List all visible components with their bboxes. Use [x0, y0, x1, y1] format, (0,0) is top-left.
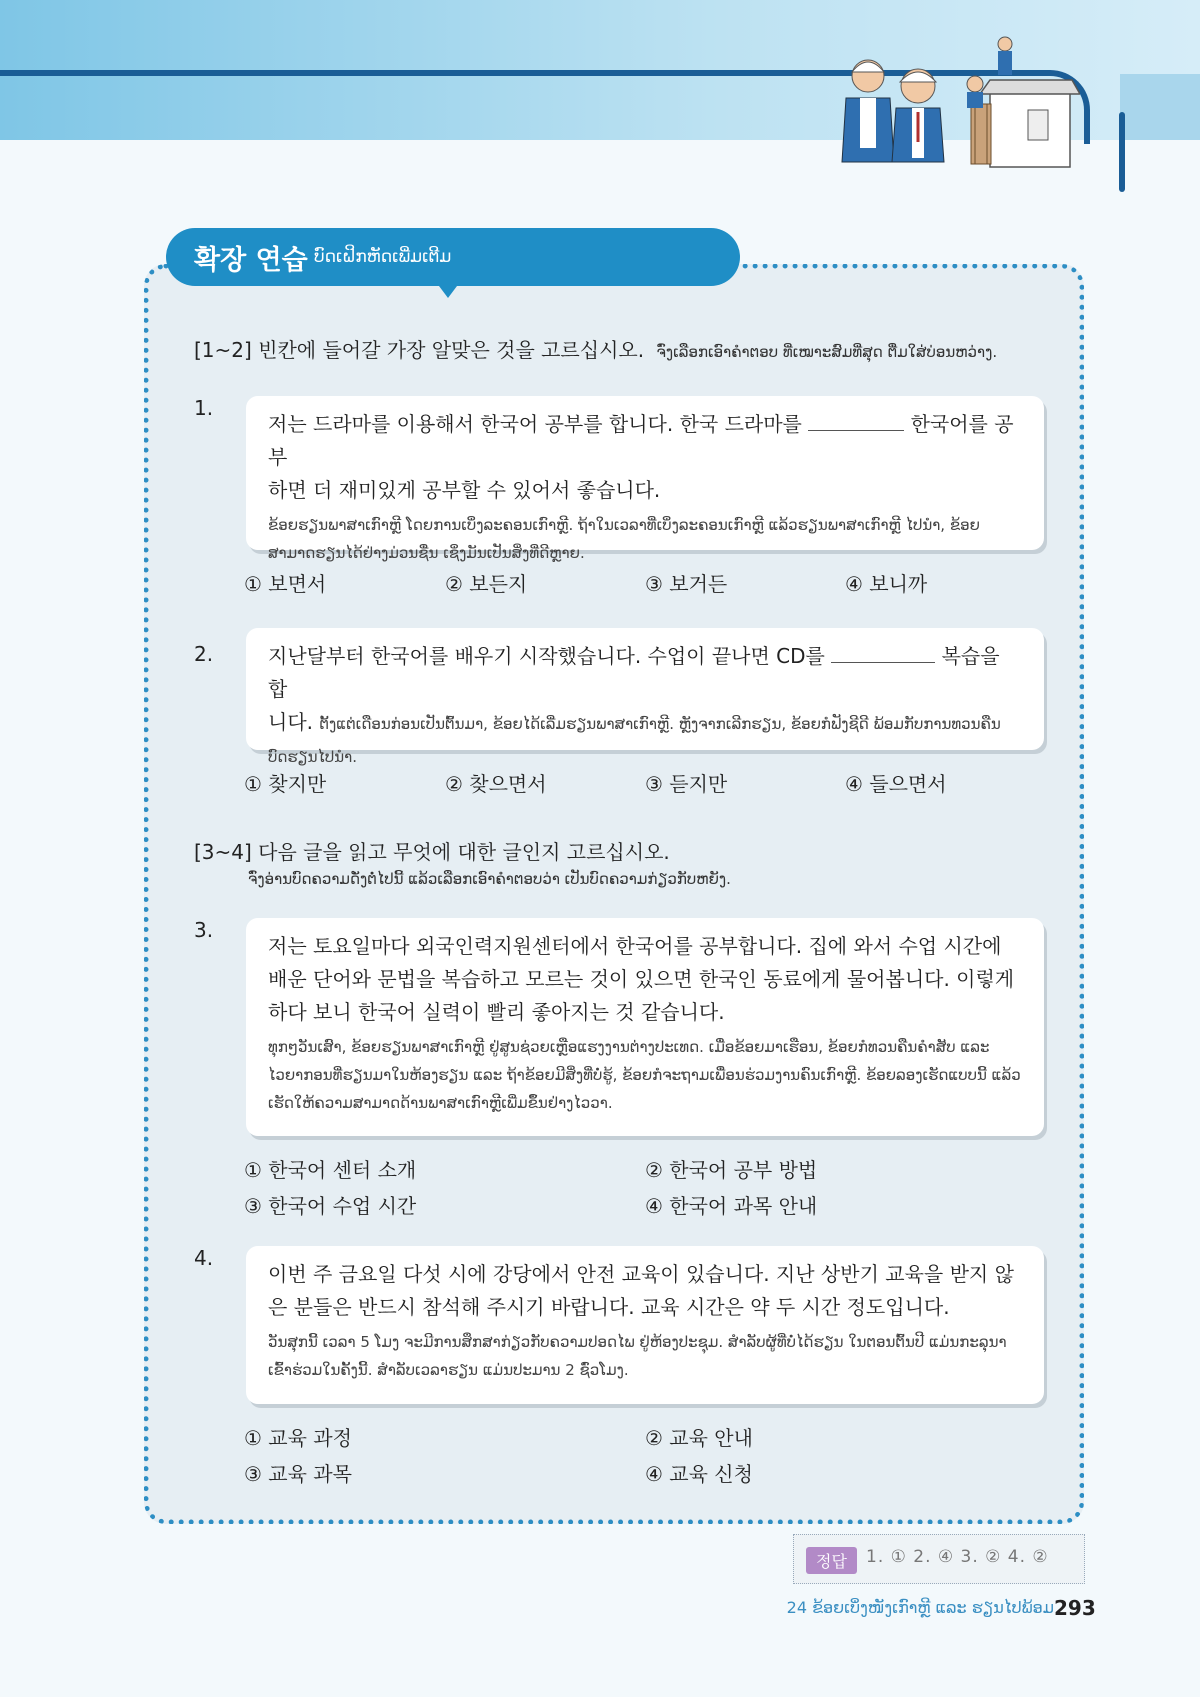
question-3-text-lo: ທຸກໆວັນເສົາ, ຂ້ອຍຮຽນພາສາເກົາຫຼີ ຢູ່ສູນຊ່ວຍເຫຼືອແຮງງານຕ່າງປະເທດ. ເມື່ອຂ້ອຍມາເຮືອນ, ຂ້ອຍກໍທວນຄືນຄຳສັບ ແລະ ໄວຍາກອນທີ່ຮຽນມາໃນຫ້ອງຮຽນ ແລະ ຖ້າຂ້ອຍມີສິ່ງທີ່ບໍ່ຮູ້, ຂ້ອຍກໍຈະຖາມເພື່ອນຮ່ວມງານຄົນເກົາຫຼີ. ຂ້ອຍລອງເຮັດແບບນີ້ ແລ້ວເຮັດໃຫ້ຄວາມສາມາດດ້ານພາສາເກົາຫຼີເພີ່ມຂຶ້ນຢ່າງໄວວາ.: [268, 1038, 1021, 1112]
question-2-text-a: 지난달부터 한국어를 배우기 시작했습니다. 수업이 끝나면 CD를: [268, 644, 825, 668]
question-2-text-ko: [268, 640, 1022, 772]
instruction-3-4-ko: [3~4] 다음 글을 읽고 무엇에 대한 글인지 고르십시오.: [194, 840, 670, 864]
answer-key: [793, 1534, 1085, 1584]
q1-option-1[interactable]: ① 보면서: [244, 572, 327, 596]
q4-option-4[interactable]: ④ 교육 신청: [645, 1462, 753, 1486]
question-2-text-b: 복습을 합: [268, 644, 1000, 701]
question-4-text-ko: 이번 주 금요일 다섯 시에 강당에서 안전 교육이 있습니다. 지난 상반기 교육을 받지 않은 분들은 반드시 참석해 주시기 바랍니다. 교육 시간은 약 두 시간 정도입니다.: [268, 1262, 1014, 1319]
q2-option-2[interactable]: ② 찾으면서: [445, 772, 547, 796]
question-3-box: [246, 918, 1044, 1136]
instruction-3-4-lo: ຈົ່ງອ່ານບົດຄວາມດັ່ງຕໍ່ໄປນີ້ ແລ້ວເລືອກເອົາຄຳຕອບວ່າ ເປັນບົດຄວາມກ່ຽວກັບຫຍັງ.: [248, 870, 731, 888]
section-header-tab: [166, 228, 740, 286]
section-title-ko: 확장 연습: [194, 245, 308, 276]
top-strip: [1120, 74, 1200, 140]
question-1-text-c: 하면 더 재미있게 공부할 수 있어서 좋습니다.: [268, 478, 661, 502]
question-1-text-ko: [268, 408, 1022, 507]
question-3-number: 3.: [194, 918, 214, 942]
chapter-title: 24 ຂ້ອຍເບິ່ງໜັງເກົາຫຼີ ແລະ ຮຽນໄປພ້ອມ: [786, 1598, 1054, 1617]
q2-option-4[interactable]: ④ 들으면서: [845, 772, 947, 796]
header-rule-drop: [1119, 112, 1125, 192]
page-number: 293: [1054, 1596, 1096, 1620]
question-1-text-a: 저는 드라마를 이용해서 한국어 공부를 합니다. 한국 드라마를: [268, 412, 802, 436]
question-4-number: 4.: [194, 1246, 214, 1270]
q2-option-3[interactable]: ③ 듣지만: [645, 772, 728, 796]
question-1-number: 1.: [194, 396, 214, 420]
section-title-lo: ບົດເຝິກຫັດເພີ່ມເຕີມ: [314, 247, 452, 267]
question-2-box: [246, 628, 1044, 766]
question-4-text-lo: ວັນສຸກນີ້ ເວລາ 5 ໂມງ ຈະມີການສຶກສາກ່ຽວກັບຄວາມປອດໄພ ຢູ່ຫ້ອງປະຊຸມ. ສຳລັບຜູ້ທີ່ບໍ່ໄດ້ຮຽນ ໃນຕອນຕົ້ນປີ ແມ່ນກະລຸນາເຂົ້າຮ່ວມໃນຄັ້ງນີ້. ສຳລັບເວລາຮຽນ ແມ່ນປະມານ 2 ຊົ່ວໂມງ.: [268, 1333, 1007, 1379]
instruction-1-2-ko: [1~2] 빈칸에 들어갈 가장 알맞은 것을 고르십시오.: [194, 338, 645, 362]
q4-option-1[interactable]: ① 교육 과정: [244, 1426, 352, 1450]
q1-option-2[interactable]: ② 보든지: [445, 572, 528, 596]
q4-option-2[interactable]: ② 교육 안내: [645, 1426, 753, 1450]
question-2-number: 2.: [194, 642, 214, 666]
question-1-text-b: 한국어를 공부: [268, 412, 1014, 469]
question-1-box: [246, 396, 1044, 562]
workers-illustration: [840, 32, 1080, 182]
question-2-text-lo: ຕັ້ງແຕ່ເດືອນກ່ອນເປັນຕົ້ນມາ, ຂ້ອຍໄດ້ເລີ່ມຮຽນພາສາເກົາຫຼີ. ຫຼັງຈາກເລີກຮຽນ, ຂ້ອຍກໍຟັງຊີດີ ພ້ອມກັບການທວນຄືນບົດຮຽນໄປນຳ.: [268, 715, 1001, 766]
q3-option-4[interactable]: ④ 한국어 과목 안내: [645, 1194, 818, 1218]
q1-option-3[interactable]: ③ 보거든: [645, 572, 728, 596]
q4-option-3[interactable]: ③ 교육 과목: [244, 1462, 352, 1486]
instruction-1-2-lo: ຈົ່ງເລືອກເອົາຄຳຕອບ ທີ່ເໝາະສົມທີ່ສຸດ ຕື່ມໃສ່ບ່ອນຫວ່າງ.: [656, 343, 998, 361]
question-1-blank: [808, 412, 904, 431]
question-4-box: [246, 1246, 1044, 1404]
answer-badge: 정답: [806, 1547, 857, 1574]
q3-option-1[interactable]: ① 한국어 센터 소개: [244, 1158, 417, 1182]
tab-pointer: [436, 282, 460, 298]
question-2-text-c: 니다.: [268, 710, 313, 734]
question-2-blank: [831, 644, 935, 663]
question-1-text-lo: ຂ້ອຍຮຽນພາສາເກົາຫຼີ ໂດຍການເບິ່ງລະຄອນເກົາຫຼີ. ຖ້າໃນເວລາທີ່ເບິ່ງລະຄອນເກົາຫຼີ ແລ້ວຮຽນພາສາເກົາຫຼີ ໄປນຳ, ຂ້ອຍສາມາດຮຽນໄດ້ຢ່າງມ່ວນຊື່ນ ເຊິ່ງມັນເປັນສິ່ງທີ່ດີຫຼາຍ.: [268, 516, 980, 562]
q1-option-4[interactable]: ④ 보니까: [845, 572, 928, 596]
answer-values: 1. ① 2. ④ 3. ② 4. ②: [866, 1547, 1049, 1567]
q3-option-3[interactable]: ③ 한국어 수업 시간: [244, 1194, 417, 1218]
question-3-text-ko: 저는 토요일마다 외국인력지원센터에서 한국어를 공부합니다. 집에 와서 수업 시간에 배운 단어와 문법을 복습하고 모르는 것이 있으면 한국인 동료에게 물어봅니다. 이렇게 하다 보니 한국어 실력이 빨리 좋아지는 것 같습니다.: [268, 934, 1015, 1024]
q2-option-1[interactable]: ① 찾지만: [244, 772, 327, 796]
q3-option-2[interactable]: ② 한국어 공부 방법: [645, 1158, 818, 1182]
instruction-1-2: [194, 334, 997, 363]
